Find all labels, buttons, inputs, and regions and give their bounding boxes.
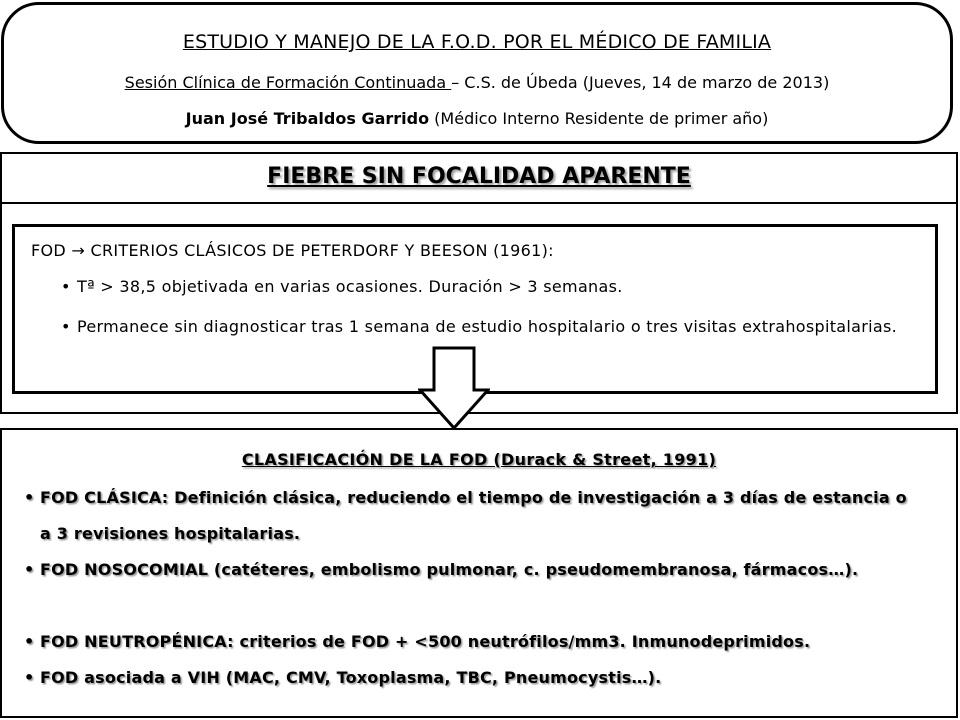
classification-item-text: FOD NEUTROPÉNICA: criterios de FOD + <500 neutrófilos/mm3. Inmunodeprimidos. bbox=[40, 632, 811, 651]
classification-item-text: FOD NOSOCOMIAL (catéteres, embolismo pulmonar, c. pseudomembranosa, fármacos…). bbox=[40, 560, 859, 579]
classification-item bbox=[24, 660, 920, 696]
classification-item-text: FOD CLÁSICA: Definición clásica, reduciendo el tiempo de investigación a 3 días de estancia o a 3 revisiones hospitalarias. bbox=[40, 488, 907, 543]
bullet-icon: • bbox=[24, 488, 35, 507]
classification-item bbox=[24, 552, 920, 588]
classification-item-text: FOD asociada a VIH (MAC, CMV, Toxoplasma, TBC, Pneumocystis…). bbox=[40, 668, 662, 687]
section-title-band bbox=[2, 154, 956, 204]
session-place-date: – C.S. de Úbeda (Jueves, 14 de marzo de 2013) bbox=[451, 73, 830, 92]
header-box bbox=[1, 2, 953, 144]
bullet-icon: • bbox=[24, 632, 35, 651]
down-arrow-icon bbox=[418, 346, 490, 430]
classification-title: CLASIFICACIÓN DE LA FOD (Durack & Street, 1991) bbox=[241, 450, 717, 469]
criteria-heading bbox=[31, 241, 554, 260]
session-name: Sesión Clínica de Formación Continuada bbox=[124, 73, 452, 92]
criteria-item-text: Permanece sin diagnosticar tras 1 semana de estudio hospitalario o tres visitas extrahospitalarias. bbox=[77, 317, 898, 336]
criteria-item-text: Tª > 38,5 objetivada en varias ocasiones. Duración > 3 semanas. bbox=[77, 277, 623, 296]
bullet-icon: • bbox=[24, 668, 35, 687]
author-info bbox=[4, 109, 950, 128]
section-title: FIEBRE SIN FOCALIDAD APARENTE bbox=[267, 164, 691, 189]
classification-item bbox=[24, 480, 920, 552]
classification-item bbox=[24, 624, 920, 660]
classification-box bbox=[0, 428, 958, 718]
presentation-title: ESTUDIO Y MANEJO DE LA F.O.D. POR EL MÉDICO DE FAMILIA bbox=[182, 31, 772, 53]
criteria-item bbox=[61, 271, 911, 302]
author-name: Juan José Tribaldos Garrido bbox=[185, 109, 430, 128]
bullet-icon: • bbox=[24, 560, 35, 579]
bullet-icon: • bbox=[61, 317, 71, 336]
criteria-item bbox=[61, 311, 911, 342]
right-arrow-icon: → bbox=[71, 241, 86, 260]
bullet-icon: • bbox=[61, 277, 71, 296]
criteria-heading-text: FOD → CRITERIOS CLÁSICOS DE PETERDORF Y BEESON (1961): bbox=[31, 241, 554, 260]
session-info bbox=[4, 73, 950, 92]
author-role: (Médico Interno Residente de primer año) bbox=[429, 109, 769, 128]
